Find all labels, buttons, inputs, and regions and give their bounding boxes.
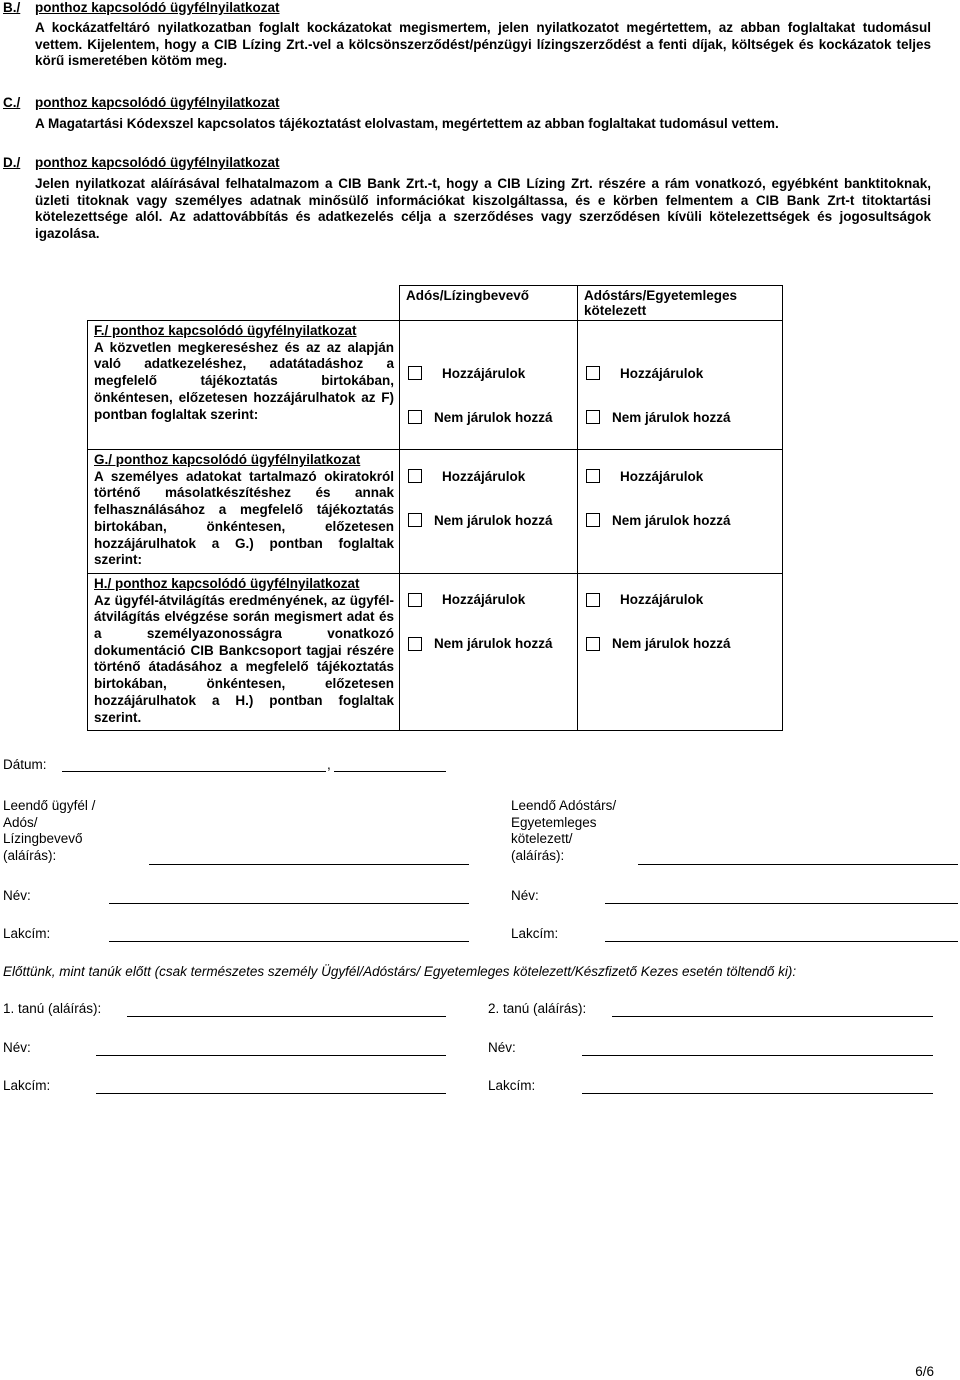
checkbox-icon[interactable] bbox=[408, 593, 422, 607]
witness-2-name-label: Név: bbox=[488, 1040, 516, 1055]
section-b-letter: B./ bbox=[3, 0, 21, 15]
consent-row-g-codebtor-agree[interactable]: Hozzájárulok bbox=[586, 464, 776, 488]
consent-row-f-codebtor-options bbox=[578, 321, 783, 450]
witness-1-signature-line[interactable] bbox=[127, 1016, 446, 1017]
consent-row-h-codebtor-options bbox=[578, 573, 783, 730]
client-name-label: Név: bbox=[3, 888, 31, 903]
section-b-text: A kockázatfeltáró nyilatkozatban foglalt kockázatokat megismertem, jelen nyilatkozatot megértettem, az abban foglaltakat tudomásul vettem. Kijelentem, hogy a CIB Lízing Zrt.-vel a kölcsönszerződést/pénzügyi lízingszerződést a fenti díjak, költségek és kockázatok teljes körű ismeretében kötöm meg. bbox=[35, 20, 931, 69]
consent-table bbox=[87, 285, 783, 731]
codebtor-signature-label: Leendő Adóstárs/ Egyetemleges kötelezett/ (aláírás): bbox=[511, 798, 617, 863]
consent-row-g-debtor-options bbox=[400, 450, 578, 574]
codebtor-address-line[interactable] bbox=[605, 941, 958, 942]
consent-row-h-debtor-disagree[interactable]: Nem járulok hozzá bbox=[408, 632, 571, 656]
date-value-line[interactable] bbox=[334, 771, 446, 772]
section-d-letter: D./ bbox=[3, 155, 21, 170]
consent-row-f-codebtor-agree[interactable]: Hozzájárulok bbox=[586, 361, 776, 385]
client-name-line[interactable] bbox=[109, 903, 469, 904]
witness-2-label: 2. tanú (aláírás): bbox=[488, 1001, 587, 1016]
witness-2-address-line[interactable] bbox=[582, 1093, 933, 1094]
witness-2-name-line[interactable] bbox=[582, 1055, 933, 1056]
consent-row-g-text: A személyes adatokat tartalmazó okiratokról történő másolatkészítéshez és annak felhasználásához a megfelelő tájékoztatás birtokában, önkéntesen, előzetesen hozzájárulhatok a G.) pontban foglaltak szerint: bbox=[94, 468, 394, 568]
table-row bbox=[88, 321, 783, 450]
codebtor-signature-line[interactable] bbox=[638, 864, 958, 865]
consent-row-h-description bbox=[88, 573, 400, 730]
checkbox-icon[interactable] bbox=[408, 637, 422, 651]
section-d-heading bbox=[3, 155, 280, 171]
consent-row-g-codebtor-options bbox=[578, 450, 783, 574]
witness-1-name-line[interactable] bbox=[96, 1055, 446, 1056]
consent-row-f-debtor-disagree[interactable]: Nem járulok hozzá bbox=[408, 405, 571, 429]
table-corner bbox=[88, 286, 400, 321]
section-c-letter: C./ bbox=[3, 95, 21, 110]
checkbox-icon[interactable] bbox=[586, 637, 600, 651]
consent-row-f-text: A közvetlen megkereséshez és az az alapján való adatkezeléshez, adatátadáshoz a megfelelő tájékoztatás birtokában, önkéntesen, előzetesen hozzájárulhatok az F) pontban foglaltak szerint: bbox=[94, 339, 394, 422]
date-comma: , bbox=[327, 757, 331, 772]
consent-row-g-debtor-agree[interactable]: Hozzájárulok bbox=[408, 464, 571, 488]
section-b-title: ponthoz kapcsolódó ügyfélnyilatkozat bbox=[35, 0, 280, 15]
checkbox-icon[interactable] bbox=[586, 469, 600, 483]
checkbox-icon[interactable] bbox=[586, 410, 600, 424]
checkbox-icon[interactable] bbox=[586, 593, 600, 607]
witness-1-address-line[interactable] bbox=[96, 1093, 446, 1094]
consent-row-f-description bbox=[88, 321, 400, 450]
consent-row-h-debtor-options bbox=[400, 573, 578, 730]
codebtor-name-line[interactable] bbox=[605, 903, 958, 904]
checkbox-icon[interactable] bbox=[408, 469, 422, 483]
table-row bbox=[88, 573, 783, 730]
table-row bbox=[88, 450, 783, 574]
column-header-debtor: Adós/Lízingbevevő bbox=[400, 286, 578, 321]
date-label: Dátum: bbox=[3, 757, 47, 772]
consent-row-f-debtor-agree[interactable]: Hozzájárulok bbox=[408, 361, 571, 385]
consent-row-h-codebtor-agree[interactable]: Hozzájárulok bbox=[586, 588, 776, 612]
witness-1-address-label: Lakcím: bbox=[3, 1078, 51, 1093]
consent-row-f-heading: F./ ponthoz kapcsolódó ügyfélnyilatkozat bbox=[94, 323, 357, 338]
section-d-text: Jelen nyilatkozat aláírásával felhatalmazom a CIB Bank Zrt.-t, hogy a CIB Lízing Zrt. részére a rám vonatkozó, egyébként banktitoknak, üzleti titoknak vagy személyes adatnak minősülő információkat kiszolgáltassa, és e körben felmentem a CIB Bank Zrt-t titoktartási kötelezettsége alól. Az adattovábbítás és adatkezelés célja a szerződéses vagy szerződésen kívüli kötelezettségek és jogosultságok igazolása. bbox=[35, 176, 931, 241]
witness-1-name-label: Név: bbox=[3, 1040, 31, 1055]
witness-1-label: 1. tanú (aláírás): bbox=[3, 1001, 102, 1016]
client-signature-label: Leendő ügyfél / Adós/ Lízingbevevő (aláírás): bbox=[3, 798, 96, 863]
consent-row-g-debtor-disagree[interactable]: Nem járulok hozzá bbox=[408, 508, 571, 532]
checkbox-icon[interactable] bbox=[586, 513, 600, 527]
witness-note: Előttünk, mint tanúk előtt (csak természetes személy Ügyfél/Adóstárs/ Egyetemleges kötelezett/Készfizető Kezes esetén töltendő ki): bbox=[3, 964, 797, 979]
witness-2-signature-line[interactable] bbox=[612, 1016, 933, 1017]
client-signature-line[interactable] bbox=[149, 864, 469, 865]
section-d-title: ponthoz kapcsolódó ügyfélnyilatkozat bbox=[35, 155, 280, 170]
section-c-heading bbox=[3, 95, 280, 111]
section-c-text: A Magatartási Kódexszel kapcsolatos tájékoztatást elolvastam, megértettem az abban foglaltakat tudomásul vettem. bbox=[35, 116, 779, 131]
client-address-line[interactable] bbox=[109, 941, 469, 942]
consent-row-h-codebtor-disagree[interactable]: Nem járulok hozzá bbox=[586, 632, 776, 656]
consent-row-f-codebtor-disagree[interactable]: Nem járulok hozzá bbox=[586, 405, 776, 429]
consent-row-h-heading: H./ ponthoz kapcsolódó ügyfélnyilatkozat bbox=[94, 575, 360, 591]
checkbox-icon[interactable] bbox=[408, 410, 422, 424]
codebtor-address-label: Lakcím: bbox=[511, 926, 559, 941]
page-number: 6/6 bbox=[915, 1364, 934, 1379]
section-b-heading bbox=[3, 0, 280, 16]
consent-row-f-debtor-options bbox=[400, 321, 578, 450]
witness-2-address-label: Lakcím: bbox=[488, 1078, 536, 1093]
checkbox-icon[interactable] bbox=[586, 366, 600, 380]
client-address-label: Lakcím: bbox=[3, 926, 51, 941]
consent-row-g-heading: G./ ponthoz kapcsolódó ügyfélnyilatkozat bbox=[94, 452, 361, 467]
checkbox-icon[interactable] bbox=[408, 366, 422, 380]
date-place-line[interactable] bbox=[62, 771, 326, 772]
column-header-codebtor: Adóstárs/Egyetemleges kötelezett bbox=[578, 286, 783, 321]
section-c-title: ponthoz kapcsolódó ügyfélnyilatkozat bbox=[35, 95, 280, 110]
codebtor-name-label: Név: bbox=[511, 888, 539, 903]
consent-row-g-description bbox=[88, 450, 400, 574]
consent-row-h-text: Az ügyfél-átvilágítás eredményének, az ügyfél-átvilágítás elvégzése során megismert adat és a személyazonosságra vonatkozó dokumentáció CIB Bankcsoport tagjai részére történő átadásához a megfelelő tájékoztatás birtokában, önkéntesen, előzetesen hozzájárulhatok a H.) pontban foglaltak szerint. bbox=[94, 592, 394, 725]
consent-row-g-codebtor-disagree[interactable]: Nem járulok hozzá bbox=[586, 508, 776, 532]
checkbox-icon[interactable] bbox=[408, 513, 422, 527]
consent-row-h-debtor-agree[interactable]: Hozzájárulok bbox=[408, 588, 571, 612]
